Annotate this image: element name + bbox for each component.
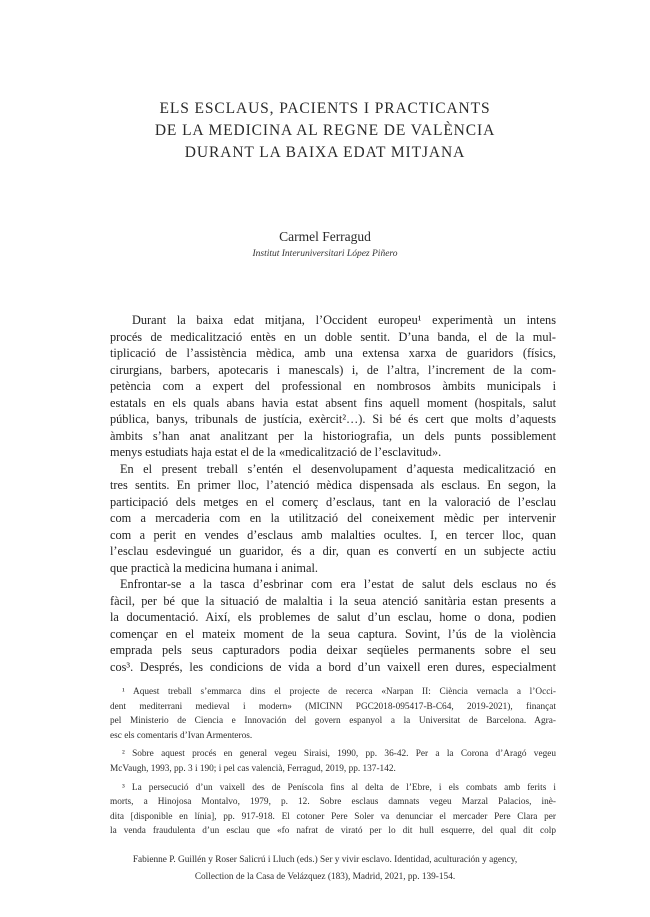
body-line: cirurgians, barbers, apotecaris i manescals) i, de l’altra, l’increment de la com- [110,362,556,377]
body-line: com a perit en vendes d’esclaus amb malalties ocultes. I, en tercer lloc, quan [110,527,556,542]
body-line: àmbits s’han anat analitzant per la historiografia, un dels punts possiblement [110,428,556,443]
footnote-line: ¹ Aquest treball s’emmarca dins el projecte de recerca «Narpan II: Ciència vernacla a l’Occi- [122,687,556,697]
footnote-line: dita [disponible en línia], pp. 917-918. El cotoner Pere Soler va denunciar el mercader Pere Clara per [110,811,556,822]
body-line: fàcil, per bé que la situació de malaltia i la seua atenció sanitària estan presents a [110,593,556,608]
body-line: tiplicació de l’assistència mèdica, amb una extensa xarxa de guaridors (físics, [110,346,556,360]
footnote-line: morts, a Hinojosa Montalvo, 1979, p. 12. Sobre esclaus damnats vegeu Marzal Palacios, inè- [110,797,556,808]
footnote-line: la venda fraudulenta d’un esclau que «fo nafrat de virató per lo dit hull esquerre, del qual dit colp [110,826,556,837]
footnote-line: ² Sobre aquest procés en general vegeu Siraisi, 1990, pp. 36-42. Per a la Corona d’Aragó vegeu [122,749,556,760]
body-text [110,312,556,675]
body-line: pública, banys, tribunals de justícia, exèrcit²…). Si bé és cert que molts d’aquests [110,412,556,426]
body-line: emprada pels seus capturadors podia deixar seqüeles permanents sobre el seu [110,643,556,657]
body-line: procés de medicalització entès en un doble sentit. D’una banda, el de la mul- [110,329,556,344]
author-affiliation: Institut Interuniversitari López Piñero [252,249,398,259]
chapter-title-line-1: ELS ESCLAUS, PACIENTS I PRACTICANTS [159,100,491,117]
body-line: petència com a expert del professional en nombrosos àmbits municipals i [110,379,556,393]
footnote-line: dent mediterrani medieval i modern» (MICINN PGC2018-095417-B-C64, 2019-2021), finançat [110,701,556,712]
chapter-title-line-2: DE LA MEDICINA AL REGNE DE VALÈNCIA [154,122,496,139]
body-line: menys estudiats haja estat el de la «medicalització de l’esclavitud». [110,445,442,459]
chapter-title-line-3: DURANT LA BAIXA EDAT MITJANA [184,144,466,161]
body-line: En el present treball s’entén el desenvolupament d’aquesta medicalització en [120,461,556,476]
body-line: Durant la baixa edat mitjana, l’Occident europeu¹ experimentà un intens [132,313,556,327]
author-name: Carmel Ferragud [279,229,371,244]
body-line: estatals en els quals abans havia estat absent fins aquell moment (hospitals, salut [110,395,556,410]
footnote-line: esc els comentaris d’Ivan Armenteros. [110,730,253,741]
body-line: començar en el mateix moment de la seua captura. Sovint, l’ús de la violència [110,626,556,641]
footnote-line: McVaugh, 1993, pp. 3 i 190; i pel cas valencià, Ferragud, 2019, pp. 137-142. [110,763,396,774]
body-line: tres sentits. En primer lloc, l’atenció mèdica dispensada als esclaus. En segon, la [110,478,556,492]
body-line: participació dels metges en el comerç d’esclaus, tant en la valoració de l’esclau [110,494,556,509]
body-line: que practicà la medicina humana i animal. [110,560,318,575]
body-line: la documentació. Així, els problemes de salut d’un esclau, home o dona, podien [110,610,556,624]
citation-line-2: Collection de la Casa de Velázquez (183), Madrid, 2021, pp. 139-154. [194,872,456,882]
citation-line-1: Fabienne P. Guillén y Roser Salicrú i Lluch (eds.) Ser y vivir esclavo. Identidad, aculturación y agency, [132,855,518,865]
footnotes [110,685,556,839]
footnote-line: pel Ministerio de Ciencia e Innovación del govern espanyol a la Universitat de Barcelona. Agra- [110,716,556,727]
footnote-line: ³ La persecució d’un vaixell des de Peníscola fins al delta de l’Ebre, i els combats amb ferits i [122,782,556,793]
body-line: cos³. Després, les condicions de vida a bord d’un vaixell eren dures, especialment [110,659,556,674]
source-citation [0,852,650,886]
body-line: Enfrontar-se a la tasca d’esbrinar com era l’estat de salut dels esclaus no és [120,577,556,591]
body-line: com a mercaderia com en la utilització del coneixement mèdic per intervenir [110,511,556,525]
chapter-title [0,98,650,164]
body-line: l’esclau esdevingué un guaridor, és a dir, quan es convertí en un subjecte actiu [110,544,556,558]
